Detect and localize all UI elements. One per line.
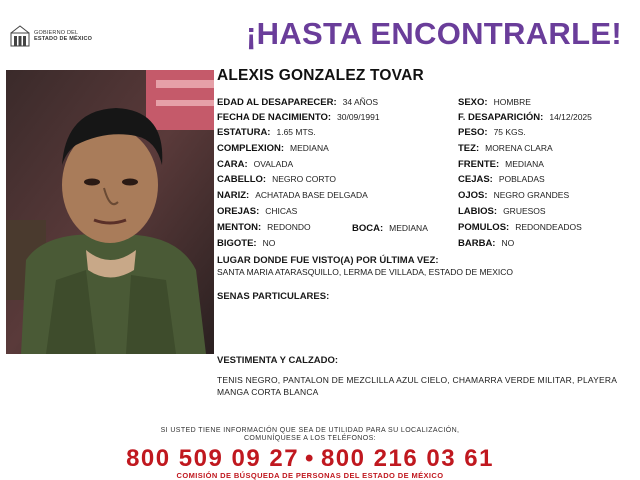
state-emblem-icon <box>10 25 30 47</box>
distinguishing-marks-label: SENAS PARTICULARES: <box>217 291 330 302</box>
clothing-value: TENIS NEGRO, PANTALON DE MEZCLILLA AZUL CIELO, CHAMARRA VERDE MILITAR, PLAYERA MANGA CORTA BLANCA <box>217 375 617 397</box>
field-label: TEZ: <box>458 143 480 154</box>
field-label: FRENTE: <box>458 159 500 170</box>
logo-line-2: ESTADO DE MÉXICO <box>34 36 93 42</box>
logo-line-1: GOBIERNO DEL <box>34 29 79 36</box>
field-label: CABELLO: <box>217 174 267 185</box>
field-value: MEDIANA <box>389 223 428 233</box>
field-label: LABIOS: <box>458 206 498 217</box>
field-ojos <box>458 189 569 202</box>
field-value: 34 AÑOS <box>342 97 379 107</box>
field-tez <box>458 142 553 155</box>
field-bigote <box>217 237 275 250</box>
field-value: MEDIANA <box>505 159 544 169</box>
field-value: NEGRO GRANDES <box>493 190 570 200</box>
field-value: 14/12/2025 <box>549 112 592 122</box>
field-value: NEGRO CORTO <box>272 174 336 184</box>
contact-info-line-2: COMUNÍQUESE A LOS TELÉFONOS: <box>243 435 377 442</box>
field-label: BOCA: <box>352 223 384 234</box>
field-label: MENTON: <box>217 222 262 233</box>
field-menton <box>217 221 311 234</box>
field-boca <box>352 222 428 235</box>
phone-number-2[interactable]: 800 216 03 61 <box>320 445 494 472</box>
field-value: OVALADA <box>253 159 294 169</box>
field-value: 75 KGS. <box>493 127 526 137</box>
headline: ¡HASTA ENCONTRARLE! <box>246 16 622 51</box>
field-frente <box>458 158 544 171</box>
field-pomulos <box>458 221 582 234</box>
field-label: POMULOS: <box>458 222 510 233</box>
last-seen-label: LUGAR DONDE FUE VISTO(A) POR ÚLTIMA VEZ: <box>217 255 439 266</box>
field-label: FECHA DE NACIMIENTO: <box>217 112 331 123</box>
field-label: OJOS: <box>458 190 488 201</box>
field-cejas <box>458 173 545 186</box>
field-value: MEDIANA <box>290 143 329 153</box>
field-value: REDONDEADOS <box>515 222 582 232</box>
field-estatura <box>217 126 316 139</box>
field-nacimiento <box>217 111 380 124</box>
field-value: NO <box>501 238 515 248</box>
field-label: COMPLEXION: <box>217 143 285 154</box>
field-cabello <box>217 173 336 186</box>
field-edad <box>217 96 378 109</box>
field-nariz <box>217 189 368 202</box>
field-value: NO <box>262 238 276 248</box>
person-photo-image <box>6 70 214 354</box>
person-photo <box>6 70 214 354</box>
field-sexo <box>458 96 531 109</box>
person-name: ALEXIS GONZALEZ TOVAR <box>217 67 424 84</box>
field-label: EDAD AL DESAPARECER: <box>217 97 337 108</box>
field-value: MORENA CLARA <box>485 143 553 153</box>
field-label: ESTATURA: <box>217 127 271 138</box>
clothing-label: VESTIMENTA Y CALZADO: <box>217 355 339 366</box>
contact-info-line-1: SI USTED TIENE INFORMACIÓN QUE SEA DE UTILIDAD PARA SU LOCALIZACIÓN, <box>160 427 460 434</box>
field-label: BARBA: <box>458 238 496 249</box>
field-value: HOMBRE <box>493 97 531 107</box>
government-logo <box>10 22 120 50</box>
field-label: OREJAS: <box>217 206 260 217</box>
phone-separator: • <box>305 445 315 472</box>
field-label: CARA: <box>217 159 248 170</box>
field-barba <box>458 237 514 250</box>
field-label: NARIZ: <box>217 190 250 201</box>
field-value: ACHATADA BASE DELGADA <box>255 190 368 200</box>
field-label: SEXO: <box>458 97 488 108</box>
field-value: GRUESOS <box>503 206 546 216</box>
field-value: 1.65 MTS. <box>276 127 316 137</box>
field-labios <box>458 205 546 218</box>
phone-numbers <box>0 445 620 473</box>
field-label: BIGOTE: <box>217 238 257 249</box>
last-seen-value: SANTA MARIA ATARASQUILLO, LERMA DE VILLADA, ESTADO DE MEXICO <box>217 267 514 277</box>
field-value: CHICAS <box>265 206 298 216</box>
field-value: REDONDO <box>267 222 311 232</box>
field-value: POBLADAS <box>498 174 545 184</box>
phone-number-1[interactable]: 800 509 09 27 <box>126 445 300 472</box>
field-orejas <box>217 205 297 218</box>
footer-commission: COMISIÓN DE BÚSQUEDA DE PERSONAS DEL ESTADO DE MÉXICO <box>176 471 444 480</box>
field-value: 30/09/1991 <box>337 112 380 122</box>
field-peso <box>458 126 526 139</box>
field-desaparicion <box>458 111 592 124</box>
field-label: PESO: <box>458 127 488 138</box>
field-label: CEJAS: <box>458 174 493 185</box>
field-cara <box>217 158 293 171</box>
field-label: F. DESAPARICIÓN: <box>458 112 544 123</box>
field-complexion <box>217 142 329 155</box>
